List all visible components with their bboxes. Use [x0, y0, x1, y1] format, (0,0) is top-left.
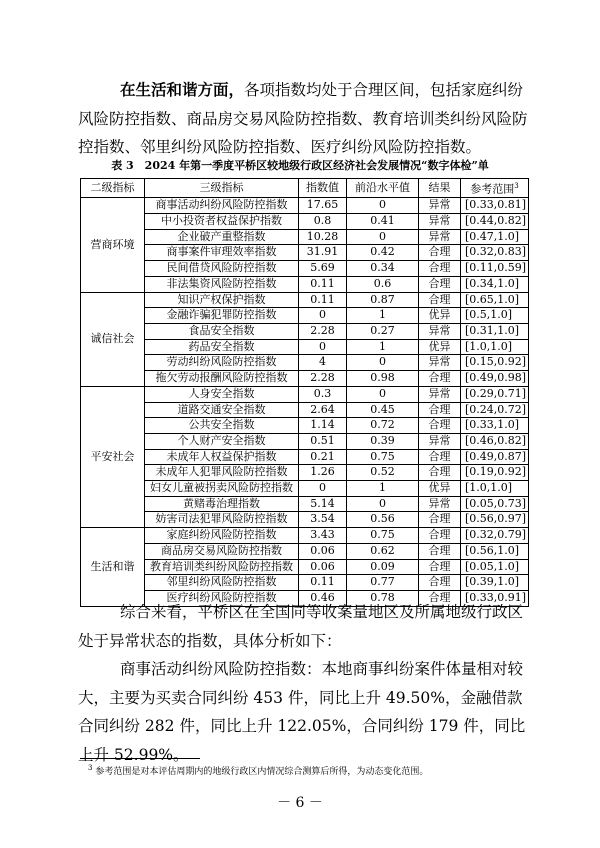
reference-range: [0.46,0.82]: [461, 433, 529, 449]
table-row: [81, 512, 529, 528]
header-range: 参考范围$^3$: [461, 179, 529, 198]
index-value: 0: [299, 308, 347, 324]
indicator-name: 劳动纠纷风险防控指数: [145, 355, 299, 371]
result: 合理: [419, 528, 461, 544]
page-number: － 6 －: [277, 795, 323, 811]
frontier-value: 1: [347, 481, 419, 497]
reference-range: [0.33,1.0]: [461, 418, 529, 434]
frontier-value: 0.77: [347, 575, 419, 591]
footnote-ref: 3: [514, 182, 519, 190]
frontier-value: 0.27: [347, 323, 419, 339]
index-value: 3.43: [299, 528, 347, 544]
frontier-value: 0.72: [347, 418, 419, 434]
result: 异常: [419, 229, 461, 245]
footnote-divider: [80, 758, 200, 759]
table-row: [81, 433, 529, 449]
indicator-name: 金融诈骗犯罪防控指数: [145, 308, 299, 324]
indicator-name: 未成年人权益保护指数: [145, 449, 299, 465]
table-header-row: [81, 179, 529, 198]
table-row: [81, 229, 529, 245]
frontier-value: 0.6: [347, 276, 419, 292]
table-row: [81, 386, 529, 402]
indicator-name: 食品安全指数: [145, 323, 299, 339]
frontier-value: 0.98: [347, 371, 419, 387]
result: 合理: [419, 371, 461, 387]
result: 合理: [419, 543, 461, 559]
index-value: 2.28: [299, 371, 347, 387]
table-row: [81, 449, 529, 465]
frontier-value: 0.41: [347, 214, 419, 230]
frontier-value: 1: [347, 308, 419, 324]
reference-range: [0.47,1.0]: [461, 229, 529, 245]
frontier-value: 0.39: [347, 433, 419, 449]
indicator-name: 人身安全指数: [145, 386, 299, 402]
indicator-name: 公共安全指数: [145, 418, 299, 434]
analysis-paragraph: 商事活动纠纷风险防控指数：本地商事纠纷案件体量相对较大，主要为买卖合同纠纷 453 件，同比上升 49.50%，金融借款合同纠纷 282 件，同比上升 122.05%，合同纠纷 179 件，同比上升 52.99%。: [78, 660, 526, 764]
intro-paragraph: [78, 76, 528, 162]
result: 优异: [419, 308, 461, 324]
table-row: [81, 292, 529, 308]
result: 异常: [419, 386, 461, 402]
indicator-name: 道路交通安全指数: [145, 402, 299, 418]
summary-paragraph: 综合来看，平桥区在全国同等收案量地区及所属地级行政区处于异常状态的指数，具体分析如下：: [78, 603, 524, 650]
reference-range: [1.0,1.0]: [461, 481, 529, 497]
indicator-name: 妇女儿童被拐卖风险防控指数: [145, 481, 299, 497]
indicator-name: 黄赌毒治理指数: [145, 496, 299, 512]
index-value: 1.14: [299, 418, 347, 434]
result: 合理: [419, 292, 461, 308]
reference-range: [0.49,0.87]: [461, 449, 529, 465]
header-level3: 三级指标: [145, 179, 299, 198]
index-table: [80, 178, 529, 607]
result: 合理: [419, 276, 461, 292]
result: 合理: [419, 575, 461, 591]
reference-range: [0.33,0.81]: [461, 198, 529, 214]
reference-range: [0.19,0.92]: [461, 465, 529, 481]
indicator-name: 民间借贷风险防控指数: [145, 261, 299, 277]
intro-lead: 在生活和谐方面，: [120, 80, 245, 99]
index-value: 31.91: [299, 245, 347, 261]
result: 合理: [419, 402, 461, 418]
index-value: 0.21: [299, 449, 347, 465]
frontier-value: 0: [347, 355, 419, 371]
frontier-value: 0: [347, 496, 419, 512]
result: 合理: [419, 512, 461, 528]
indicator-name: 妨害司法犯罪风险防控指数: [145, 512, 299, 528]
reference-range: [0.39,1.0]: [461, 575, 529, 591]
reference-range: [0.32,0.83]: [461, 245, 529, 261]
header-frontier: 前沿水平值: [347, 179, 419, 198]
frontier-value: 0.78: [347, 590, 419, 606]
index-value: 5.14: [299, 496, 347, 512]
index-value: 0.11: [299, 292, 347, 308]
table-row: [81, 465, 529, 481]
reference-range: [0.05,0.73]: [461, 496, 529, 512]
frontier-value: 0.45: [347, 402, 419, 418]
frontier-value: 0.62: [347, 543, 419, 559]
frontier-value: 0.75: [347, 528, 419, 544]
reference-range: [0.56,1.0]: [461, 543, 529, 559]
result: 异常: [419, 323, 461, 339]
index-value: 17.65: [299, 198, 347, 214]
reference-range: [0.65,1.0]: [461, 292, 529, 308]
result: 合理: [419, 418, 461, 434]
reference-range: [1.0,1.0]: [461, 339, 529, 355]
indicator-name: 非法集资风险防控指数: [145, 276, 299, 292]
header-value: 指数值: [299, 179, 347, 198]
indicator-name: 医疗纠纷风险防控指数: [145, 590, 299, 606]
group-label: 生活和谐: [81, 528, 145, 607]
result: 合理: [419, 590, 461, 606]
reference-range: [0.29,0.71]: [461, 386, 529, 402]
table-row: [81, 323, 529, 339]
index-value: 0.06: [299, 559, 347, 575]
index-value: 0.46: [299, 590, 347, 606]
frontier-value: 0.52: [347, 465, 419, 481]
result: 异常: [419, 355, 461, 371]
frontier-value: 0: [347, 386, 419, 402]
indicator-name: 个人财产安全指数: [145, 433, 299, 449]
index-value: 3.54: [299, 512, 347, 528]
result: 合理: [419, 465, 461, 481]
table-row: [81, 355, 529, 371]
result: 合理: [419, 245, 461, 261]
indicator-name: 商事活动纠纷风险防控指数: [145, 198, 299, 214]
result: 异常: [419, 198, 461, 214]
reference-range: [0.24,0.72]: [461, 402, 529, 418]
group-label: 营商环境: [81, 198, 145, 292]
table-row: [81, 261, 529, 277]
indicator-name: 企业破产重整指数: [145, 229, 299, 245]
index-value: 4: [299, 355, 347, 371]
table-row: [81, 496, 529, 512]
reference-range: [0.32,0.79]: [461, 528, 529, 544]
index-value: 0: [299, 481, 347, 497]
indicator-name: 商事案件审理效率指数: [145, 245, 299, 261]
frontier-value: 0.56: [347, 512, 419, 528]
indicator-name: 商品房交易风险防控指数: [145, 543, 299, 559]
indicator-name: 知识产权保护指数: [145, 292, 299, 308]
index-value: 1.26: [299, 465, 347, 481]
reference-range: [0.31,1.0]: [461, 323, 529, 339]
reference-range: [0.11,0.59]: [461, 261, 529, 277]
header-result: 结果: [419, 179, 461, 198]
table-row: [81, 543, 529, 559]
indicator-name: 教育培训类纠纷风险防控指数: [145, 559, 299, 575]
frontier-value: 0.34: [347, 261, 419, 277]
reference-range: [0.56,0.97]: [461, 512, 529, 528]
group-label: 诚信社会: [81, 292, 145, 386]
frontier-value: 0: [347, 229, 419, 245]
table-row: [81, 528, 529, 544]
reference-range: [0.15,0.92]: [461, 355, 529, 371]
footnote: $^3$ 参考范围是对本评估周期内的地级行政区内情况综合测算后所得，为动态变化范围。: [88, 764, 429, 777]
table-row: [81, 339, 529, 355]
frontier-value: 0.75: [347, 449, 419, 465]
intro-text: 各项指数均处于合理区间，包括家庭纠纷风险防控指数、商品房交易风险防控指数、教育培训类纠纷风险防控指数、邻里纠纷风险防控指数、医疗纠纷风险防控指数。: [78, 81, 528, 157]
group-label: 平安社会: [81, 386, 145, 527]
reference-range: [0.49,0.98]: [461, 371, 529, 387]
reference-range: [0.5,1.0]: [461, 308, 529, 324]
table-row: [81, 276, 529, 292]
result: 优异: [419, 339, 461, 355]
table-row: [81, 559, 529, 575]
index-value: 0.06: [299, 543, 347, 559]
table-body: [81, 198, 529, 606]
table-row: [81, 371, 529, 387]
result: 合理: [419, 261, 461, 277]
header-level2: 二级指标: [81, 179, 145, 198]
index-value: 2.28: [299, 323, 347, 339]
table-row: [81, 245, 529, 261]
result: 合理: [419, 449, 461, 465]
index-value: 5.69: [299, 261, 347, 277]
table-row: [81, 575, 529, 591]
table-row: [81, 418, 529, 434]
index-value: 0.3: [299, 386, 347, 402]
reference-range: [0.34,1.0]: [461, 276, 529, 292]
index-value: 0.51: [299, 433, 347, 449]
frontier-value: 0: [347, 198, 419, 214]
table-row: [81, 308, 529, 324]
indicator-name: 拖欠劳动报酬风险防控指数: [145, 371, 299, 387]
table-caption: 表 3 2024 年第一季度平桥区较地级行政区经济社会发展情况“数字体检”单: [111, 159, 489, 172]
index-value: 0.8: [299, 214, 347, 230]
indicator-name: 家庭纠纷风险防控指数: [145, 528, 299, 544]
index-value: 10.28: [299, 229, 347, 245]
reference-range: [0.44,0.82]: [461, 214, 529, 230]
frontier-value: 0.09: [347, 559, 419, 575]
frontier-value: 0.87: [347, 292, 419, 308]
frontier-value: 0.42: [347, 245, 419, 261]
result: 合理: [419, 559, 461, 575]
indicator-name: 中小投资者权益保护指数: [145, 214, 299, 230]
result: 异常: [419, 433, 461, 449]
table-row: [81, 214, 529, 230]
frontier-value: 1: [347, 339, 419, 355]
table-row: [81, 481, 529, 497]
indicator-name: 药品安全指数: [145, 339, 299, 355]
index-value: 0.11: [299, 276, 347, 292]
index-value: 2.64: [299, 402, 347, 418]
indicator-name: 邻里纠纷风险防控指数: [145, 575, 299, 591]
indicator-name: 未成年人犯罪风险防控指数: [145, 465, 299, 481]
result: 优异: [419, 481, 461, 497]
reference-range: [0.33,0.91]: [461, 590, 529, 606]
index-value: 0.11: [299, 575, 347, 591]
table-row: [81, 402, 529, 418]
table-row: [81, 198, 529, 214]
result: 异常: [419, 496, 461, 512]
result: 异常: [419, 214, 461, 230]
reference-range: [0.05,1.0]: [461, 559, 529, 575]
index-value: 0: [299, 339, 347, 355]
